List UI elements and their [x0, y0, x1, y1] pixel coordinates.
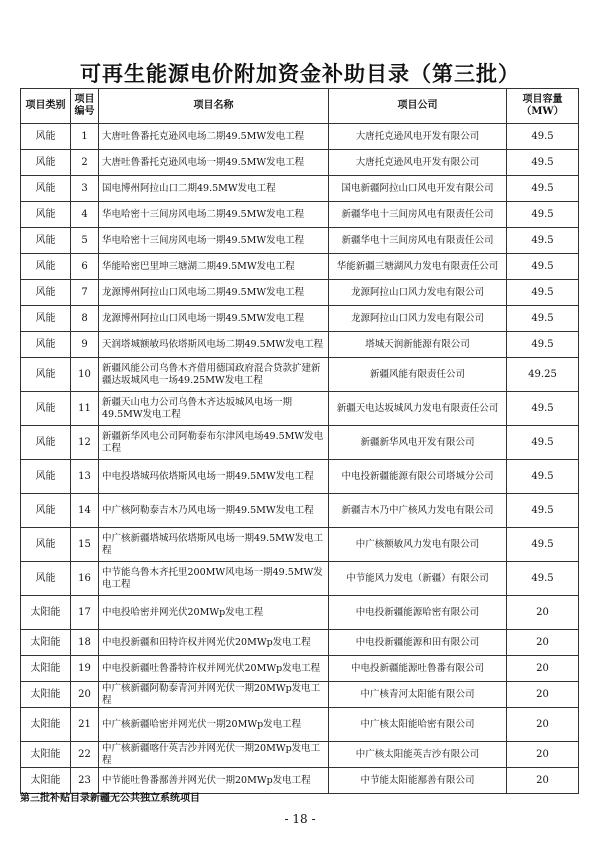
- cell-category: 风能: [21, 124, 71, 150]
- table-row: [21, 562, 579, 596]
- cell-category: 风能: [21, 280, 71, 306]
- cell-capacity: 20: [507, 742, 579, 768]
- cell-number: 5: [71, 228, 99, 254]
- footnote: 第三批补贴目录新疆无公共独立系统项目: [20, 793, 200, 804]
- table-header-row: [21, 89, 579, 124]
- cell-category: 风能: [21, 254, 71, 280]
- table-row: [21, 494, 579, 528]
- cell-project-name: 华能哈密巴里坤三塘湖二期49.5MW发电工程: [99, 254, 329, 280]
- cell-capacity: 49.5: [507, 426, 579, 460]
- cell-project-name: 中广核阿勒泰吉木乃风电场一期49.5MW发电工程: [99, 494, 329, 528]
- cell-capacity: 20: [507, 630, 579, 656]
- table-row: [21, 656, 579, 682]
- cell-number: 3: [71, 176, 99, 202]
- cell-category: 风能: [21, 562, 71, 596]
- cell-number: 18: [71, 630, 99, 656]
- subsidy-table: [20, 88, 579, 794]
- cell-capacity: 49.5: [507, 392, 579, 426]
- cell-project-name: 天润塔城额敏玛依塔斯风电场二期49.5MW发电工程: [99, 332, 329, 358]
- cell-company: 中电投新疆能源哈密有限公司: [329, 596, 507, 630]
- header-company: 项目公司: [329, 89, 507, 124]
- cell-project-name: 新疆新华风电公司阿勒泰布尔津风电场49.5MW发电工程: [99, 426, 329, 460]
- cell-capacity: 49.5: [507, 280, 579, 306]
- cell-capacity: 20: [507, 768, 579, 794]
- table-row: [21, 254, 579, 280]
- header-capacity: 项目容量（MW）: [507, 89, 579, 124]
- cell-company: 中广核青河太阳能有限公司: [329, 682, 507, 708]
- cell-company: 中电投新疆能源和田有限公司: [329, 630, 507, 656]
- cell-company: 新疆风能有限责任公司: [329, 358, 507, 392]
- cell-category: 风能: [21, 426, 71, 460]
- cell-project-name: 中节能吐鲁番鄯善并网光伏一期20MWp发电工程: [99, 768, 329, 794]
- cell-category: 风能: [21, 150, 71, 176]
- cell-company: 中广核太阳能英吉沙有限公司: [329, 742, 507, 768]
- cell-company: 新疆新华风电开发有限公司: [329, 426, 507, 460]
- table-row: [21, 426, 579, 460]
- cell-company: 塔城天润新能源有限公司: [329, 332, 507, 358]
- cell-category: 太阳能: [21, 742, 71, 768]
- cell-number: 2: [71, 150, 99, 176]
- cell-project-name: 大唐吐鲁番托克逊风电场一期49.5MW发电工程: [99, 150, 329, 176]
- cell-project-name: 中节能乌鲁木齐托里200MW风电场一期49.5MW发电工程: [99, 562, 329, 596]
- cell-capacity: 20: [507, 656, 579, 682]
- cell-project-name: 龙源博州阿拉山口风电场一期49.5MW发电工程: [99, 306, 329, 332]
- cell-number: 8: [71, 306, 99, 332]
- table-row: [21, 306, 579, 332]
- cell-project-name: 中广核新疆哈密并网光伏一期20MWp发电工程: [99, 708, 329, 742]
- table-row: [21, 124, 579, 150]
- cell-category: 太阳能: [21, 768, 71, 794]
- cell-category: 风能: [21, 176, 71, 202]
- cell-number: 19: [71, 656, 99, 682]
- cell-project-name: 中电投塔城玛依塔斯风电场一期49.5MW发电工程: [99, 460, 329, 494]
- table-row: [21, 332, 579, 358]
- cell-number: 10: [71, 358, 99, 392]
- cell-number: 21: [71, 708, 99, 742]
- cell-category: 风能: [21, 332, 71, 358]
- cell-project-name: 中电投新疆吐鲁番特许权并网光伏20MWp发电工程: [99, 656, 329, 682]
- cell-number: 13: [71, 460, 99, 494]
- table-row: [21, 708, 579, 742]
- table-row: [21, 358, 579, 392]
- cell-project-name: 中电投新疆和田特许权并网光伏20MWp发电工程: [99, 630, 329, 656]
- cell-number: 14: [71, 494, 99, 528]
- cell-company: 中广核额敏风力发电有限公司: [329, 528, 507, 562]
- cell-capacity: 49.5: [507, 562, 579, 596]
- cell-project-name: 华电哈密十三间房风电场一期49.5MW发电工程: [99, 228, 329, 254]
- cell-project-name: 国电博州阿拉山口二期49.5MW发电工程: [99, 176, 329, 202]
- cell-capacity: 49.5: [507, 306, 579, 332]
- header-number: 项目编号: [71, 89, 99, 124]
- cell-number: 17: [71, 596, 99, 630]
- cell-category: 太阳能: [21, 656, 71, 682]
- cell-company: 新疆吉木乃中广核风力发电有限公司: [329, 494, 507, 528]
- cell-number: 11: [71, 392, 99, 426]
- cell-capacity: 20: [507, 708, 579, 742]
- cell-project-name: 中广核新疆喀什英吉沙并网光伏一期20MWp发电工程: [99, 742, 329, 768]
- cell-company: 中广核太阳能哈密有限公司: [329, 708, 507, 742]
- cell-company: 中节能风力发电（新疆）有限公司: [329, 562, 507, 596]
- cell-number: 4: [71, 202, 99, 228]
- table-row: [21, 392, 579, 426]
- cell-category: 太阳能: [21, 630, 71, 656]
- cell-category: 风能: [21, 202, 71, 228]
- cell-category: 风能: [21, 392, 71, 426]
- table-row: [21, 742, 579, 768]
- table-body: [21, 124, 579, 794]
- cell-project-name: 大唐吐鲁番托克逊风电场二期49.5MW发电工程: [99, 124, 329, 150]
- cell-capacity: 49.5: [507, 460, 579, 494]
- cell-number: 23: [71, 768, 99, 794]
- cell-company: 国电新疆阿拉山口风电开发有限公司: [329, 176, 507, 202]
- table-row: [21, 176, 579, 202]
- cell-company: 新疆天电达坂城风力发电有限责任公司: [329, 392, 507, 426]
- cell-project-name: 华电哈密十三间房风电场二期49.5MW发电工程: [99, 202, 329, 228]
- cell-capacity: 49.5: [507, 254, 579, 280]
- cell-company: 新疆华电十三间房风电有限责任公司: [329, 202, 507, 228]
- table-row: [21, 280, 579, 306]
- cell-number: 6: [71, 254, 99, 280]
- cell-company: 中电投新疆能源有限公司塔城分公司: [329, 460, 507, 494]
- cell-company: 龙源阿拉山口风力发电有限公司: [329, 280, 507, 306]
- cell-project-name: 龙源博州阿拉山口风电场二期49.5MW发电工程: [99, 280, 329, 306]
- cell-category: 太阳能: [21, 708, 71, 742]
- cell-category: 风能: [21, 494, 71, 528]
- cell-company: 大唐托克逊风电开发有限公司: [329, 124, 507, 150]
- cell-capacity: 49.5: [507, 494, 579, 528]
- table-row: [21, 150, 579, 176]
- cell-category: 风能: [21, 460, 71, 494]
- cell-project-name: 新疆天山电力公司乌鲁木齐达坂城风电场一期49.5MW发电工程: [99, 392, 329, 426]
- cell-capacity: 49.5: [507, 176, 579, 202]
- cell-project-name: 新疆风能公司乌鲁木齐借用德国政府混合贷款扩建新疆达坂城风电一场49.25MW发电工程: [99, 358, 329, 392]
- cell-number: 7: [71, 280, 99, 306]
- cell-project-name: 中广核新疆阿勒泰青河并网光伏一期20MWp发电工程: [99, 682, 329, 708]
- cell-company: 中节能太阳能鄯善有限公司: [329, 768, 507, 794]
- cell-company: 龙源阿拉山口风力发电有限公司: [329, 306, 507, 332]
- page-number: - 18 -: [284, 812, 316, 826]
- cell-category: 风能: [21, 528, 71, 562]
- page-title: 可再生能源电价附加资金补助目录（第三批）: [80, 61, 520, 86]
- table-row: [21, 460, 579, 494]
- cell-capacity: 49.25: [507, 358, 579, 392]
- cell-capacity: 20: [507, 596, 579, 630]
- cell-capacity: 49.5: [507, 528, 579, 562]
- cell-number: 12: [71, 426, 99, 460]
- cell-capacity: 20: [507, 682, 579, 708]
- cell-number: 1: [71, 124, 99, 150]
- cell-number: 15: [71, 528, 99, 562]
- cell-capacity: 49.5: [507, 332, 579, 358]
- table-row: [21, 682, 579, 708]
- cell-number: 9: [71, 332, 99, 358]
- table-row: [21, 528, 579, 562]
- table-row: [21, 202, 579, 228]
- cell-category: 太阳能: [21, 596, 71, 630]
- header-category: 项目类别: [21, 89, 71, 124]
- cell-project-name: 中广核新疆塔城玛依塔斯风电场一期49.5MW发电工程: [99, 528, 329, 562]
- cell-company: 新疆华电十三间房风电有限责任公司: [329, 228, 507, 254]
- table-row: [21, 596, 579, 630]
- table-row: [21, 228, 579, 254]
- cell-number: 16: [71, 562, 99, 596]
- cell-capacity: 49.5: [507, 150, 579, 176]
- cell-category: 风能: [21, 358, 71, 392]
- header-project-name: 项目名称: [99, 89, 329, 124]
- cell-category: 太阳能: [21, 682, 71, 708]
- cell-category: 风能: [21, 228, 71, 254]
- table-row: [21, 630, 579, 656]
- cell-category: 风能: [21, 306, 71, 332]
- cell-number: 20: [71, 682, 99, 708]
- cell-project-name: 中电投哈密并网光伏20MWp发电工程: [99, 596, 329, 630]
- cell-company: 中电投新疆能源吐鲁番有限公司: [329, 656, 507, 682]
- cell-capacity: 49.5: [507, 124, 579, 150]
- cell-capacity: 49.5: [507, 202, 579, 228]
- cell-company: 大唐托克逊风电开发有限公司: [329, 150, 507, 176]
- cell-company: 华能新疆三塘湖风力发电有限责任公司: [329, 254, 507, 280]
- cell-number: 22: [71, 742, 99, 768]
- cell-capacity: 49.5: [507, 228, 579, 254]
